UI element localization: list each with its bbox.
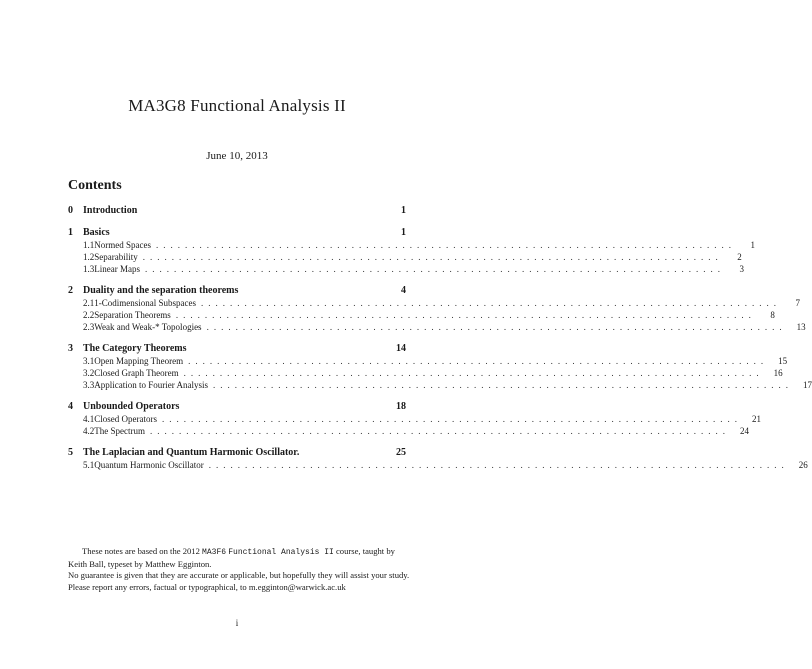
toc-subsection-entry[interactable] <box>68 309 775 321</box>
toc-subsection-number: 2.2 <box>83 310 95 320</box>
toc-dot-leader: ................................................................................ <box>201 298 781 308</box>
toc-subsection-title: Normed Spaces <box>94 240 151 250</box>
toc-section-number: 2 <box>68 285 73 296</box>
toc-subsection-page: 24 <box>740 426 749 436</box>
toc-subsection-page: 17 <box>803 380 812 390</box>
toc-section-group <box>68 204 406 217</box>
toc-section-title: Unbounded Operators <box>83 401 180 412</box>
toc-section-page: 1 <box>401 227 406 238</box>
toc-subsection-title: Separability <box>94 252 138 262</box>
course-name: Functional Analysis II <box>228 548 334 557</box>
toc-subsection-number: 2.3 <box>83 322 95 332</box>
toc-subsection-entry[interactable] <box>68 263 744 275</box>
toc-dot-leader: ................................................................................ <box>175 310 756 320</box>
toc-subsection-number: 5.1 <box>83 460 95 470</box>
toc-subsection-page: 7 <box>795 298 800 308</box>
toc-dot-leader: ................................................................................ <box>142 252 723 262</box>
toc-section-page: 4 <box>401 285 406 296</box>
toc-subsection-entry[interactable] <box>68 413 761 425</box>
toc-subsection-title: The Spectrum <box>94 426 145 436</box>
toc-dot-leader: ................................................................................ <box>162 414 742 424</box>
toc-section-page: 18 <box>396 401 406 412</box>
toc-subsection-page: 16 <box>773 368 783 378</box>
toc-subsection-page: 13 <box>796 322 806 332</box>
toc-section-number: 1 <box>68 227 73 238</box>
toc-subsection-entry[interactable] <box>68 355 788 367</box>
toc-subsection-title: Quantum Harmonic Oscillator <box>94 460 204 470</box>
toc-subsection-number: 1.3 <box>83 264 95 274</box>
toc-section-page: 25 <box>396 447 406 458</box>
toc-subsection-title: Weak and Weak-* Topologies <box>94 322 202 332</box>
toc-dot-leader: ................................................................................ <box>155 240 736 250</box>
toc-subsection-title: Closed Operators <box>94 414 157 424</box>
toc-subsection-number: 3.1 <box>83 356 95 366</box>
toc-subsection-entry[interactable] <box>68 379 812 391</box>
toc-subsection-page: 21 <box>752 414 761 424</box>
toc-section-entry[interactable] <box>68 400 406 413</box>
notes-line-1 <box>68 546 413 570</box>
toc-section-title: The Category Theorems <box>83 343 187 354</box>
toc-subsection-number: 3.3 <box>83 380 95 390</box>
toc-section-page: 1 <box>401 205 406 216</box>
toc-subsection-entry[interactable] <box>68 251 742 263</box>
toc-subsection-entry[interactable] <box>68 367 783 379</box>
toc-section-title: Basics <box>83 227 110 238</box>
toc-section-title: The Laplacian and Quantum Harmonic Oscillator. <box>83 447 300 458</box>
toc-section-group <box>68 446 808 471</box>
toc-section-entry[interactable] <box>68 284 406 297</box>
table-of-contents <box>68 204 812 480</box>
toc-subsection-entry[interactable] <box>68 425 749 437</box>
toc-subsection-page: 2 <box>737 252 742 262</box>
toc-subsection-title: 1-Codimensional Subspaces <box>94 298 196 308</box>
toc-dot-leader: ................................................................................ <box>213 380 793 390</box>
toc-section-group <box>68 342 812 391</box>
toc-section-group <box>68 284 806 333</box>
toc-subsection-page: 26 <box>798 460 808 470</box>
notes-line-3: Please report any errors, factual or typographical, to m.egginton@warwick.ac.uk <box>68 581 346 592</box>
toc-subsection-title: Open Mapping Theorem <box>94 356 184 366</box>
toc-section-entry[interactable] <box>68 204 406 217</box>
toc-section-group <box>68 226 755 275</box>
toc-dot-leader: ................................................................................ <box>208 460 789 470</box>
toc-subsection-number: 4.1 <box>83 414 95 424</box>
course-notes <box>68 546 413 593</box>
toc-dot-leader: ................................................................................ <box>150 426 730 436</box>
toc-section-group <box>68 400 761 437</box>
toc-subsection-title: Linear Maps <box>94 264 140 274</box>
toc-section-number: 4 <box>68 401 73 412</box>
contents-heading: Contents <box>68 178 122 193</box>
toc-section-title: Duality and the separation theorems <box>83 285 239 296</box>
document-date: June 10, 2013 <box>206 150 268 162</box>
notes-text: course, taught by Keith Ball, typeset by Matthew Egginton. <box>68 546 395 569</box>
toc-subsection-number: 2.1 <box>83 298 95 308</box>
toc-subsection-title: Application to Fourier Analysis <box>94 380 208 390</box>
toc-section-title: Introduction <box>83 205 138 216</box>
toc-dot-leader: ................................................................................ <box>188 356 769 366</box>
toc-section-number: 3 <box>68 343 73 354</box>
course-code: MA3F6 <box>202 548 227 557</box>
toc-subsection-page: 3 <box>739 264 744 274</box>
toc-section-entry[interactable] <box>68 446 406 459</box>
toc-subsection-title: Separation Theorems <box>94 310 171 320</box>
toc-subsection-number: 4.2 <box>83 426 95 436</box>
toc-subsection-page: 8 <box>770 310 775 320</box>
notes-text: These notes are based on the 2012 <box>82 546 203 556</box>
toc-subsection-number: 1.1 <box>83 240 95 250</box>
document-title: MA3G8 Functional Analysis II <box>128 96 346 115</box>
toc-section-number: 0 <box>68 205 73 216</box>
toc-dot-leader: ................................................................................ <box>206 322 787 332</box>
notes-line-2: No guarantee is given that they are accurate or applicable, but hopefully they will assist your study. <box>68 570 410 580</box>
toc-section-page: 14 <box>396 343 406 354</box>
toc-subsection-title: Closed Graph Theorem <box>94 368 179 378</box>
page-number: i <box>235 618 239 628</box>
toc-section-number: 5 <box>68 447 73 458</box>
toc-dot-leader: ................................................................................ <box>183 368 764 378</box>
toc-subsection-page: 1 <box>750 240 755 250</box>
toc-subsection-page: 15 <box>778 356 788 366</box>
toc-subsection-entry[interactable] <box>68 239 755 251</box>
toc-subsection-entry[interactable] <box>68 297 800 309</box>
toc-dot-leader: ................................................................................ <box>144 264 725 274</box>
toc-subsection-entry[interactable] <box>68 459 808 471</box>
toc-subsection-number: 3.2 <box>83 368 95 378</box>
toc-subsection-number: 1.2 <box>83 252 95 262</box>
toc-section-entry[interactable] <box>68 226 406 239</box>
toc-section-entry[interactable] <box>68 342 406 355</box>
toc-subsection-entry[interactable] <box>68 321 806 333</box>
